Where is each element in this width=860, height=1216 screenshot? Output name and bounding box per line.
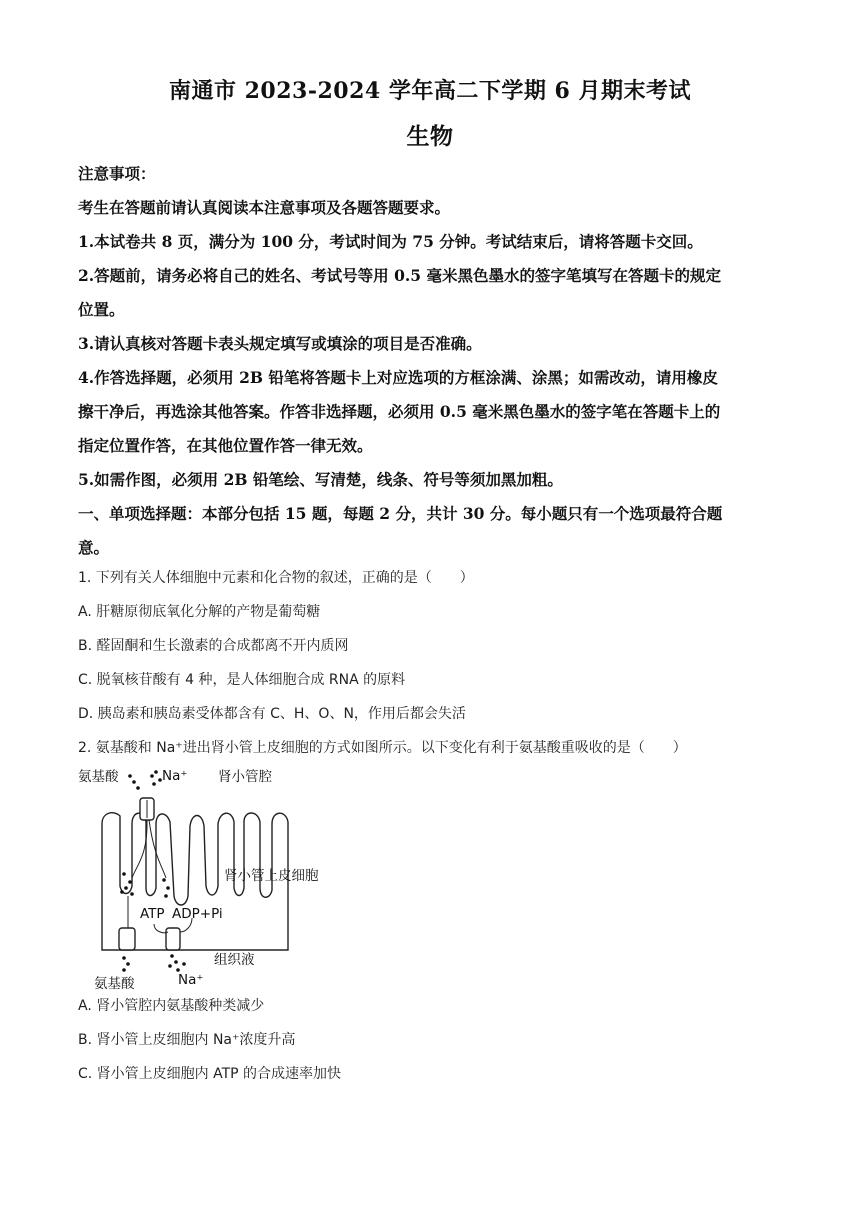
- label-interstitial: 组织液: [214, 952, 255, 968]
- label-lumen: 肾小管腔: [218, 769, 272, 785]
- section-heading: 一、单项选择题：本部分包括 15 题，每题 2 分，共计 30 分。每小题只有一个选项最符合题: [78, 504, 723, 523]
- q1-option-b: B. 醛固酮和生长激素的合成都离不开内质网: [78, 638, 349, 654]
- notice-item: 1.本试卷共 8 页，满分为 100 分，考试时间为 75 分钟。考试结束后，请将答题卡交回。: [78, 232, 703, 251]
- subject-title: 生物: [406, 123, 454, 150]
- label-atp: ATP: [140, 906, 165, 922]
- q1-option-d: D. 胰岛素和胰岛素受体都含有 C、H、O、N，作用后都会失活: [78, 706, 466, 722]
- basal-amino-acid-carrier: [119, 928, 135, 950]
- exam-title: 南通市 2023-2024 学年高二下学期 6 月期末考试: [168, 78, 692, 104]
- notice-item: 指定位置作答，在其他位置作答一律无效。: [78, 436, 373, 455]
- notice-heading: 注意事项：: [78, 164, 156, 183]
- label-cell: 肾小管上皮细胞: [224, 868, 319, 884]
- q2-option-b: B. 肾小管上皮细胞内 Na⁺浓度升高: [78, 1032, 296, 1048]
- bottom-molecule-dots: [122, 954, 186, 972]
- q1-option-c: C. 脱氧核苷酸有 4 种，是人体细胞合成 RNA 的原料: [78, 672, 406, 688]
- label-amino-acid-bottom: 氨基酸: [94, 976, 135, 992]
- q1-stem: 1. 下列有关人体细胞中元素和化合物的叙述，正确的是（ ）: [78, 570, 474, 586]
- q1-option-a: A. 肝糖原彻底氧化分解的产物是葡萄糖: [78, 604, 321, 620]
- q2-stem: 2. 氨基酸和 Na⁺进出肾小管上皮细胞的方式如图所示。以下变化有利于氨基酸重吸收的是（ ）: [78, 740, 687, 756]
- notice-item: 4.作答选择题，必须用 2B 铅笔将答题卡上对应选项的方框涂满、涂黑；如需改动，请用橡皮: [78, 368, 718, 387]
- notice-item: 2.答题前，请务必将自己的姓名、考试号等用 0.5 毫米黑色墨水的签字笔填写在答题卡的规定: [78, 266, 721, 285]
- label-amino-acid-top: 氨基酸: [78, 769, 119, 785]
- notice-item: 位置。: [78, 300, 125, 319]
- notice-item: 擦干净后，再选涂其他答案。作答非选择题，必须用 0.5 毫米黑色墨水的签字笔在答题卡上的: [78, 402, 721, 421]
- label-na-bottom: Na⁺: [178, 972, 204, 988]
- top-molecule-dots: [128, 770, 162, 790]
- notice-item: 3.请认真核对答题卡表头规定填写或填涂的项目是否准确。: [78, 334, 482, 353]
- label-na-top: Na⁺: [162, 768, 188, 784]
- q2-option-a: A. 肾小管腔内氨基酸种类减少: [78, 998, 265, 1014]
- notice-intro: 考生在答题前请认真阅读本注意事项及各题答题要求。: [78, 198, 451, 217]
- basal-na-pump: [166, 928, 180, 950]
- label-adp: ADP+Pi: [172, 906, 223, 922]
- section-heading-cont: 意。: [78, 538, 110, 557]
- kidney-tubule-figure: [74, 766, 364, 992]
- notice-item: 5.如需作图，必须用 2B 铅笔绘、写清楚，线条、符号等须加黑加粗。: [78, 470, 563, 489]
- q2-option-c: C. 肾小管上皮细胞内 ATP 的合成速率加快: [78, 1066, 342, 1082]
